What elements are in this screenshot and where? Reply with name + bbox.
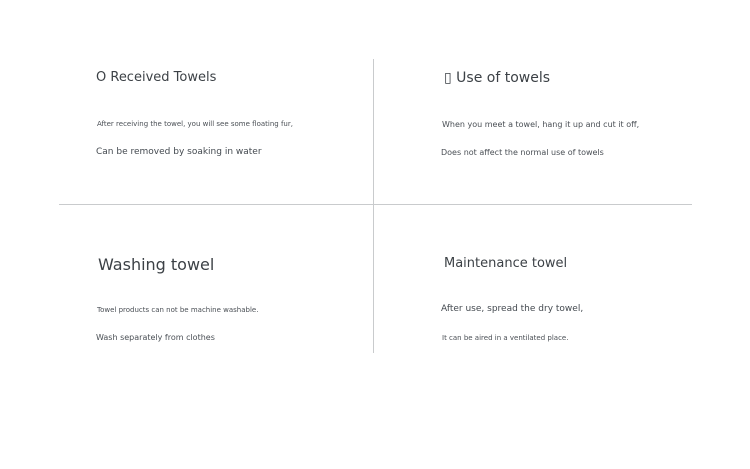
received-towels-title: O Received Towels [96, 70, 217, 85]
use-of-towels-line-1: When you meet a towel, hang it up and cut it off, [442, 120, 640, 129]
use-of-towels-title: ▯ Use of towels [444, 70, 551, 86]
maintenance-towel-title: Maintenance towel [444, 256, 568, 271]
received-towels-line-1: After receiving the towel, you will see some floating fur, [97, 120, 293, 128]
maintenance-towel-line-1: After use, spread the dry towel, [441, 304, 584, 314]
vertical-divider [373, 59, 374, 353]
washing-towel-line-2: Wash separately from clothes [96, 333, 215, 342]
received-towels-line-2: Can be removed by soaking in water [96, 147, 262, 157]
washing-towel-title: Washing towel [98, 255, 215, 274]
maintenance-towel-line-2: It can be aired in a ventilated place. [442, 334, 569, 342]
horizontal-divider [59, 204, 692, 205]
use-of-towels-line-2: Does not affect the normal use of towels [441, 148, 604, 157]
washing-towel-line-1: Towel products can not be machine washable. [97, 306, 259, 314]
